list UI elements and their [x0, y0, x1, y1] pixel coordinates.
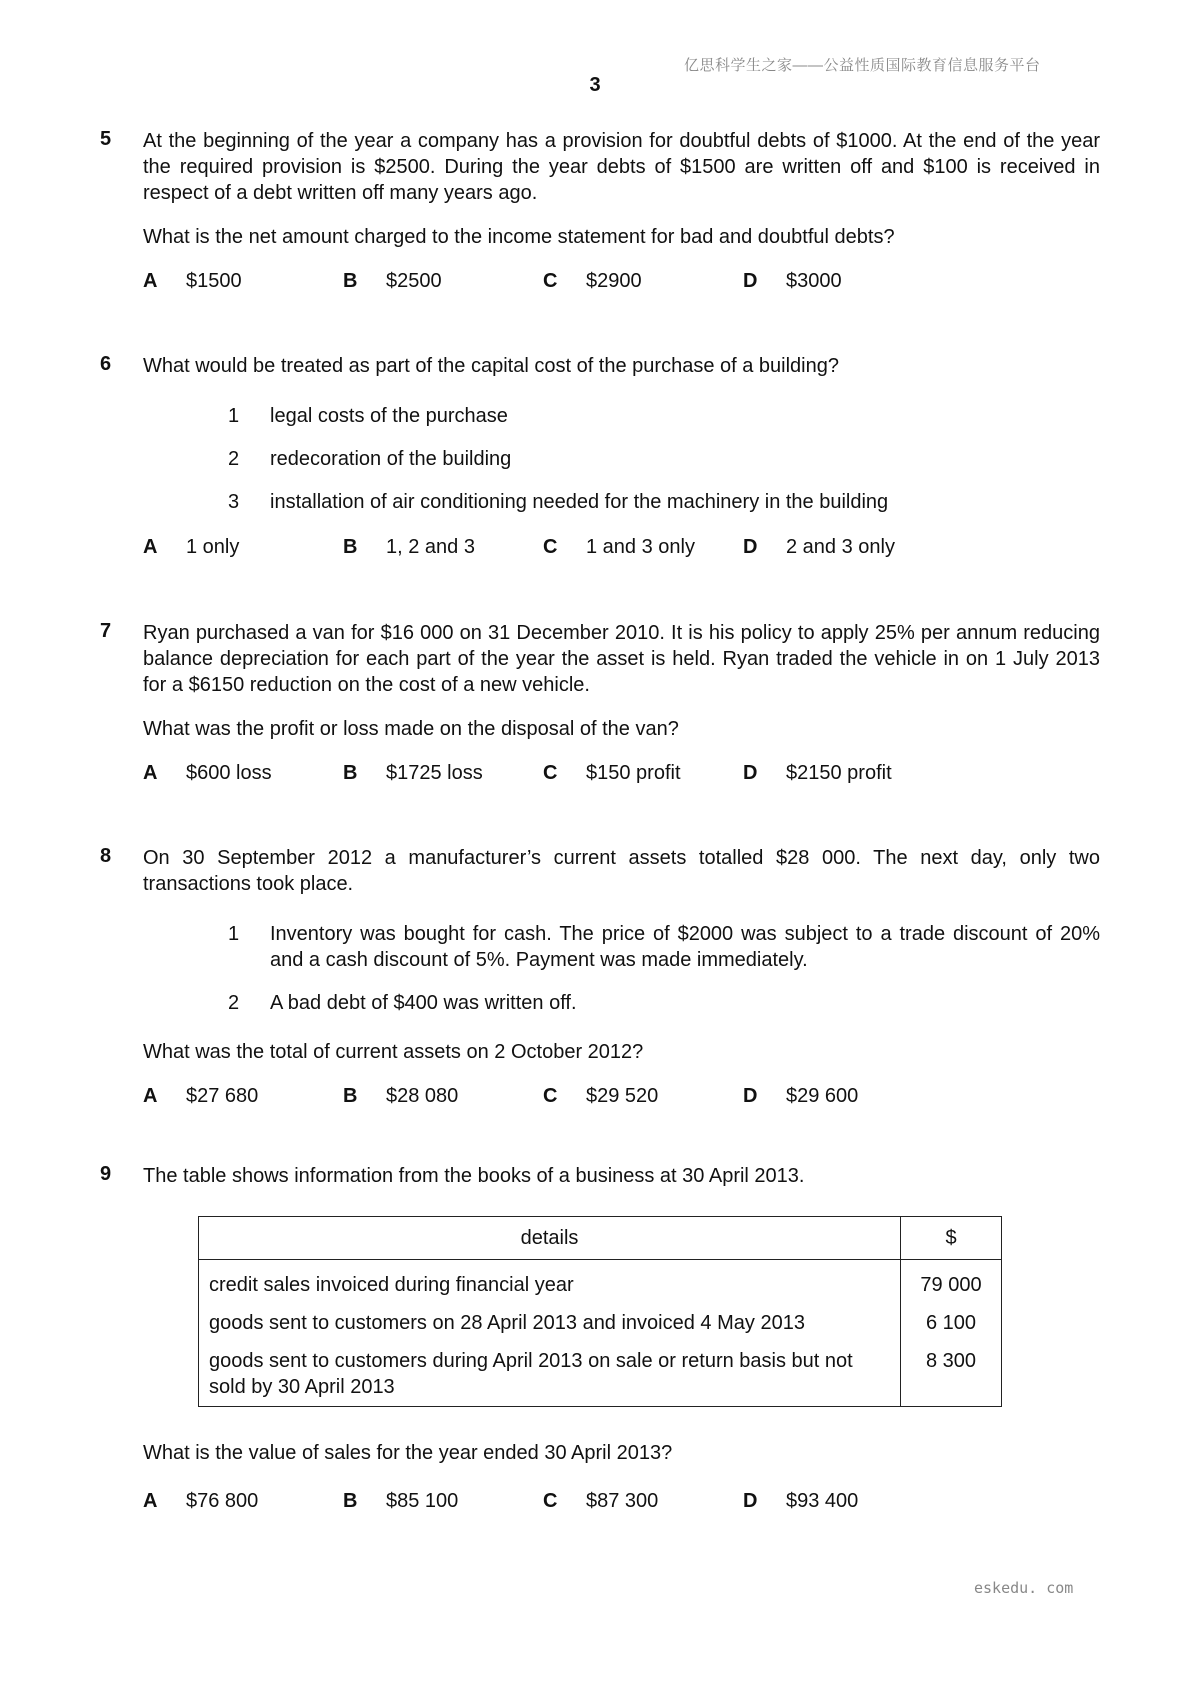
list-item: 2 redecoration of the building [228, 448, 512, 470]
row-amount: 8 300 [901, 1342, 1002, 1407]
row-amount: 79 000 [901, 1260, 1002, 1305]
list-item: 1 legal costs of the purchase [228, 405, 508, 427]
table-row [199, 1342, 1002, 1407]
option-d[interactable]: D $29 600 [743, 1085, 859, 1107]
row-detail: credit sales invoiced during financial year [199, 1260, 901, 1305]
answer-options [143, 1488, 1100, 1514]
option-d[interactable]: D $3000 [743, 270, 842, 292]
table-header-row [199, 1217, 1002, 1260]
question-number: 7 [100, 620, 112, 642]
list-item: 2 A bad debt of $400 was written off. [228, 992, 577, 1014]
answer-options [143, 760, 1100, 786]
table-row [199, 1304, 1002, 1342]
option-a[interactable]: A $76 800 [143, 1490, 259, 1512]
numbered-items [228, 921, 1100, 1016]
footer-site: eskedu. com [974, 1579, 1074, 1597]
question-prompt: What was the profit or loss made on the disposal of the van? [143, 718, 679, 740]
option-b[interactable]: B $2500 [343, 270, 442, 292]
sales-info-table [198, 1216, 1002, 1407]
option-c[interactable]: C $150 profit [543, 762, 681, 784]
option-b[interactable]: B 1, 2 and 3 [343, 536, 475, 558]
question-stem: The table shows information from the books of a business at 30 April 2013. [143, 1165, 805, 1187]
numbered-items [228, 403, 1100, 515]
option-b[interactable]: B $1725 loss [343, 762, 483, 784]
answer-options [143, 1083, 1100, 1109]
option-c[interactable]: C $87 300 [543, 1490, 659, 1512]
option-a[interactable]: A $1500 [143, 270, 242, 292]
question-stem: At the beginning of the year a company has a provision for doubtful debts of $1000. At the end of the year the required provision is $2500. During the year debts of $1500 are written off and $100 is received in respect of a debt written off many years ago. [143, 130, 1100, 204]
option-c[interactable]: C $2900 [543, 270, 642, 292]
table-row [199, 1260, 1002, 1305]
answer-options [143, 268, 1100, 294]
page-number: 3 [589, 74, 601, 96]
column-header-details: details [199, 1217, 901, 1260]
header-watermark: 亿思科学生之家——公益性质国际教育信息服务平台 [684, 57, 1041, 74]
option-b[interactable]: B $85 100 [343, 1490, 459, 1512]
question-number: 5 [100, 128, 112, 150]
question-stem: Ryan purchased a van for $16 000 on 31 December 2010. It is his policy to apply 25% per annum reducing balance depreciation for each part of the year the asset is held. Ryan traded the vehicle in on 1 July 2013 for a $6150 reduction on the cost of a new vehicle. [143, 622, 1100, 696]
option-d[interactable]: D $2150 profit [743, 762, 892, 784]
question-number: 8 [100, 845, 112, 867]
option-d[interactable]: D $93 400 [743, 1490, 859, 1512]
question-stem: On 30 September 2012 a manufacturer’s current assets totalled $28 000. The next day, only two transactions took place. [143, 847, 1100, 895]
list-item: 3 installation of air conditioning needed for the machinery in the building [228, 491, 889, 513]
question-stem: What would be treated as part of the capital cost of the purchase of a building? [143, 355, 839, 377]
row-amount: 6 100 [901, 1304, 1002, 1342]
option-b[interactable]: B $28 080 [343, 1085, 459, 1107]
row-detail: goods sent to customers on 28 April 2013 and invoiced 4 May 2013 [199, 1304, 901, 1342]
question-prompt: What was the total of current assets on 2 October 2012? [143, 1041, 644, 1063]
row-detail: goods sent to customers during April 2013 on sale or return basis but not sold by 30 April 2013 [199, 1342, 901, 1407]
question-prompt: What is the net amount charged to the income statement for bad and doubtful debts? [143, 226, 895, 248]
question-number: 9 [100, 1163, 112, 1185]
option-c[interactable]: C 1 and 3 only [543, 536, 695, 558]
list-item: 1 Inventory was bought for cash. The price of $2000 was subject to a trade discount of 20% and a cash discount of 5%. Payment was made immediately. [228, 923, 1100, 971]
question-prompt: What is the value of sales for the year ended 30 April 2013? [143, 1442, 673, 1464]
option-a[interactable]: A $27 680 [143, 1085, 259, 1107]
option-c[interactable]: C $29 520 [543, 1085, 659, 1107]
option-a[interactable]: A 1 only [143, 536, 240, 558]
column-header-amount: $ [901, 1217, 1002, 1260]
option-d[interactable]: D 2 and 3 only [743, 536, 895, 558]
question-number: 6 [100, 353, 112, 375]
answer-options [143, 534, 1100, 560]
option-a[interactable]: A $600 loss [143, 762, 272, 784]
